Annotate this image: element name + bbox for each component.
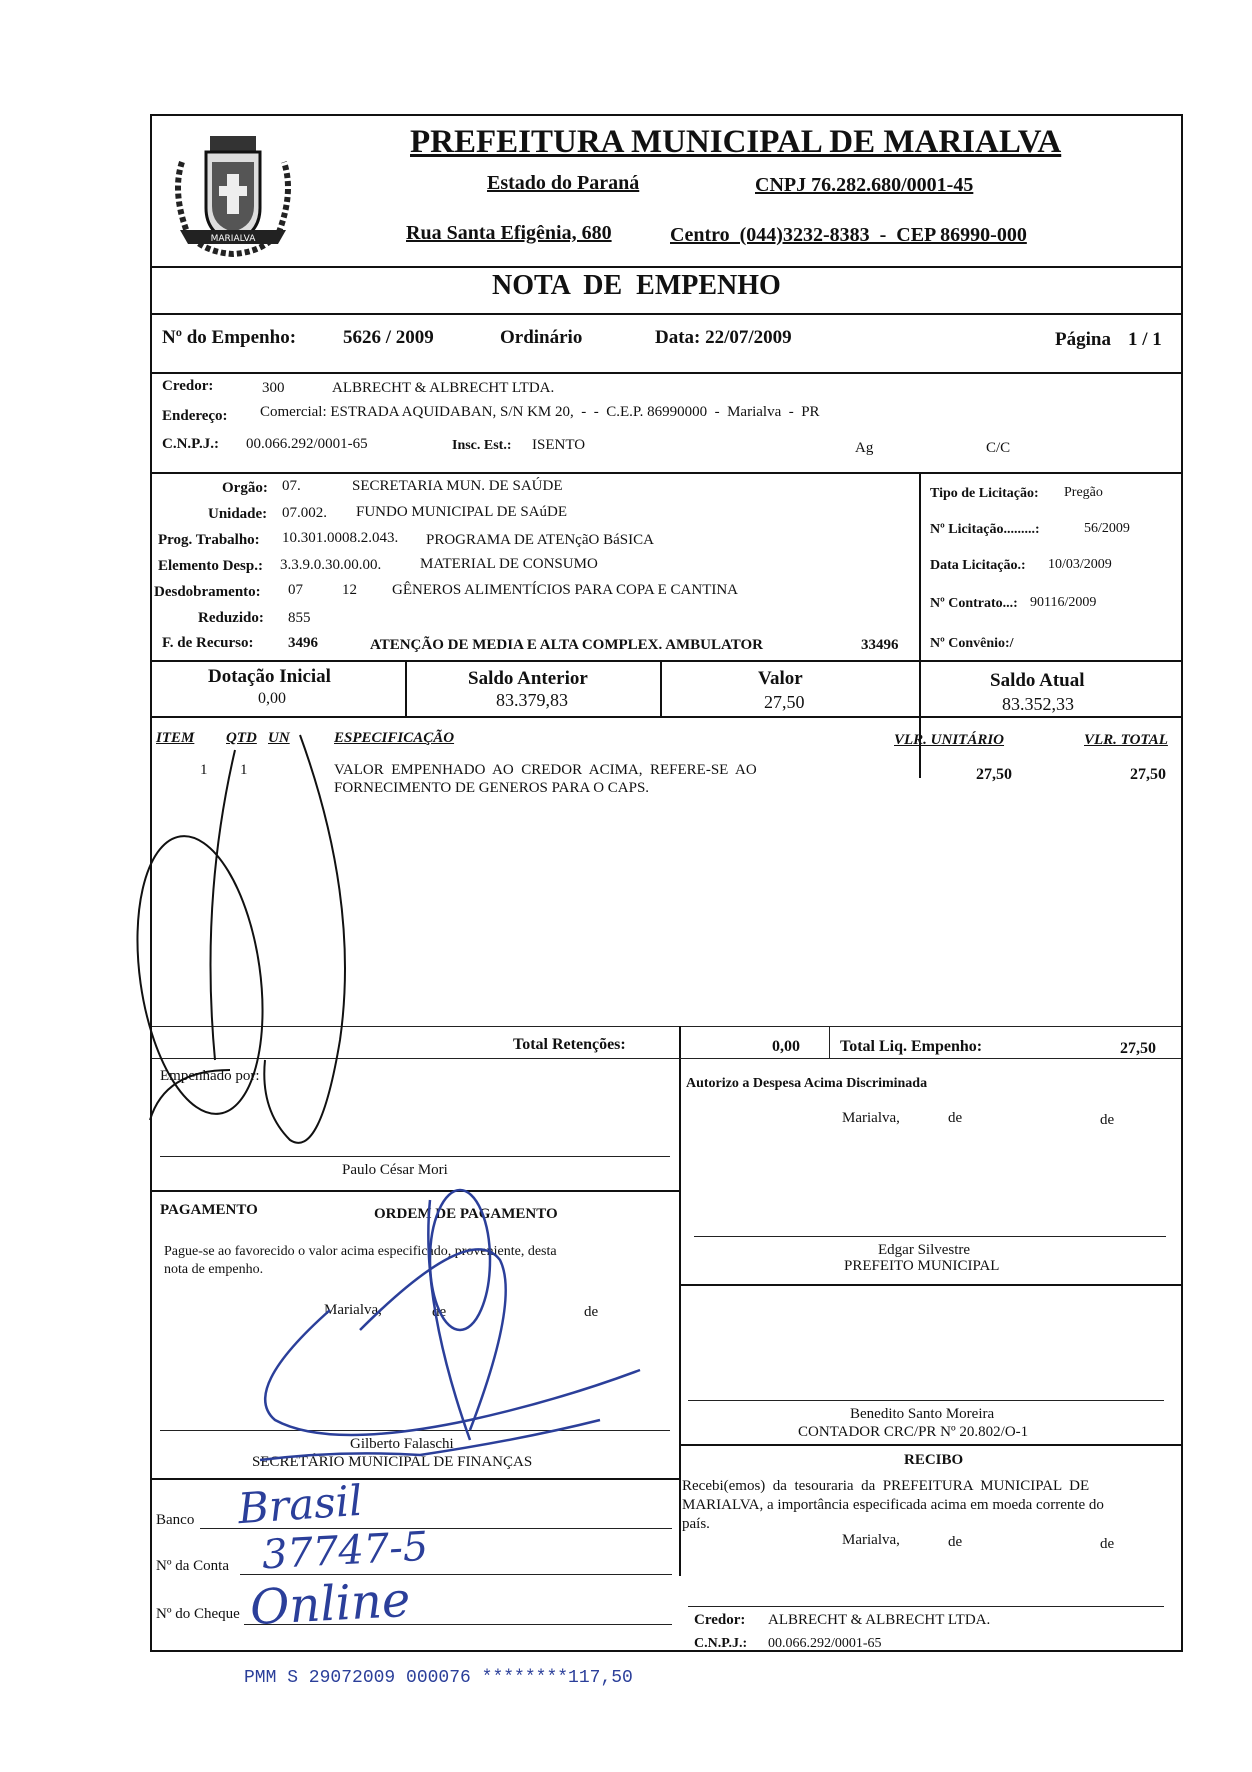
banco-handwritten: Brasil <box>236 1475 364 1534</box>
orgao-code: 07. <box>282 478 301 494</box>
pagamento-de-2: de <box>584 1304 599 1320</box>
recibo-cnpj-label: C.N.P.J.: <box>694 1636 748 1651</box>
empenhado-por-name: Paulo César Mori <box>342 1162 448 1178</box>
recibo-text-3: país. <box>682 1516 710 1532</box>
page-label: Página <box>1055 329 1111 350</box>
recibo-credor-label: Credor: <box>694 1612 746 1628</box>
empenho-number-label: Nº do Empenho: <box>162 327 297 348</box>
pagamento-text-1: Pague-se ao favorecido o valor acima especificado, proveniente, desta <box>164 1244 557 1259</box>
cnpj-header: CNPJ 76.282.680/0001-45 <box>755 174 974 196</box>
prog-trabalho-name: PROGRAMA DE ATENçãO BáSICA <box>426 532 654 548</box>
elemento-label: Elemento Desp.: <box>158 558 263 574</box>
total-retencoes-label: Total Retenções: <box>513 1036 626 1053</box>
prog-trabalho-label: Prog. Trabalho: <box>158 532 260 548</box>
licitacao-number-value: 56/2009 <box>1084 521 1130 536</box>
cheque-handwritten: Online <box>248 1571 412 1637</box>
contrato-value: 90116/2009 <box>1030 595 1097 610</box>
recibo-place: Marialva, <box>842 1532 900 1548</box>
total-retencoes-value: 0,00 <box>772 1038 800 1055</box>
saldo-anterior-value: 83.379,83 <box>496 690 568 710</box>
prefeito-signature-line <box>694 1236 1166 1237</box>
item-number: 1 <box>200 762 208 778</box>
autorizo-de-1: de <box>948 1110 963 1126</box>
licitacao-date-value: 10/03/2009 <box>1048 557 1112 572</box>
total-liquido-value: 27,50 <box>1120 1040 1156 1057</box>
saldo-atual-value: 83.352,33 <box>1002 694 1074 714</box>
recurso-number: 33496 <box>861 637 899 653</box>
svg-text:MARIALVA: MARIALVA <box>210 234 256 244</box>
credor-cnpj-label: C.N.P.J.: <box>162 436 219 452</box>
nota-de-empenho-form <box>150 114 1183 1652</box>
licitacao-number-label: Nº Licitação.........: <box>930 522 1040 537</box>
reduzido-label: Reduzido: <box>198 610 264 626</box>
desdobramento-a: 07 <box>288 582 303 598</box>
cheque-label: Nº do Cheque <box>156 1606 240 1622</box>
desdobramento-label: Desdobramento: <box>154 584 261 600</box>
col-vlr-total: VLR. TOTAL <box>1084 732 1168 748</box>
dotacao-inicial-label: Dotação Inicial <box>208 666 331 687</box>
convenio-label: Nº Convênio:/ <box>930 636 1014 651</box>
recurso-label: F. de Recurso: <box>162 635 254 651</box>
recibo-signature-line <box>688 1606 1164 1607</box>
recibo-de-2: de <box>1100 1536 1115 1552</box>
valor-value: 27,50 <box>764 692 805 712</box>
col-vlr-unitario: VLR. UNITÁRIO <box>894 732 1005 748</box>
credor-address: Comercial: ESTRADA AQUIDABAN, S/N KM 20, - - C.E.P. 86990000 - Marialva - PR <box>260 404 820 420</box>
saldo-anterior-label: Saldo Anterior <box>468 668 588 689</box>
recibo-de-1: de <box>948 1534 963 1550</box>
autorizo-de-2: de <box>1100 1112 1115 1128</box>
secretario-role: SECRETÁRIO MUNICIPAL DE FINANÇAS <box>252 1454 533 1470</box>
credor-name: ALBRECHT & ALBRECHT LTDA. <box>332 380 555 396</box>
dotacao-inicial-value: 0,00 <box>258 690 286 707</box>
elemento-code: 3.3.9.0.30.00.00. <box>280 557 382 573</box>
payment-stamp: PMM S 29072009 000076 ********117,50 <box>244 1668 633 1688</box>
contact-header: Centro (044)3232-8383 - CEP 86990-000 <box>670 224 1027 246</box>
recibo-text-2: MARIALVA, a importância especificada acima em moeda corrente do <box>682 1497 1104 1513</box>
pagamento-label: PAGAMENTO <box>160 1202 258 1218</box>
recurso-name: ATENÇÃO DE MEDIA E ALTA COMPLEX. AMBULATOR <box>370 637 763 653</box>
licitacao-date-label: Data Licitação.: <box>930 558 1026 573</box>
empenho-date: Data: 22/07/2009 <box>655 327 792 348</box>
col-un: UN <box>268 730 290 746</box>
orgao-label: Orgão: <box>222 480 268 496</box>
secretario-signature-line <box>160 1430 670 1431</box>
page-number: 1 / 1 <box>1128 329 1162 350</box>
secretario-name: Gilberto Falaschi <box>350 1436 454 1452</box>
contador-name: Benedito Santo Moreira <box>850 1406 995 1422</box>
item-qtd: 1 <box>240 762 248 778</box>
autorizo-label: Autorizo a Despesa Acima Discriminada <box>686 1076 928 1091</box>
recibo-credor-name: ALBRECHT & ALBRECHT LTDA. <box>768 1612 991 1628</box>
autorizo-place: Marialva, <box>842 1110 900 1126</box>
prefeito-role: PREFEITO MUNICIPAL <box>844 1258 1000 1274</box>
empenhado-signature-line <box>160 1156 670 1157</box>
recibo-cnpj: 00.066.292/0001-65 <box>768 1636 882 1651</box>
conta-label: Nº da Conta <box>156 1558 229 1574</box>
elemento-name: MATERIAL DE CONSUMO <box>420 556 598 572</box>
recibo-label: RECIBO <box>904 1452 964 1468</box>
reduzido-value: 855 <box>288 610 311 626</box>
item-spec-line2: FORNECIMENTO DE GENEROS PARA O CAPS. <box>334 780 650 796</box>
col-qtd: QTD <box>226 730 257 746</box>
col-especificacao: ESPECIFICAÇÃO <box>334 730 455 746</box>
tipo-licitacao-value: Pregão <box>1064 485 1103 500</box>
address-header: Rua Santa Efigênia, 680 <box>406 222 612 244</box>
desdobramento-b: 12 <box>342 582 357 598</box>
desdobramento-name: GÊNEROS ALIMENTÍCIOS PARA COPA E CANTINA <box>392 582 739 598</box>
empenhado-por-label: Empenhado por: <box>160 1068 260 1084</box>
recurso-code: 3496 <box>288 635 318 651</box>
ordem-pagamento-label: ORDEM DE PAGAMENTO <box>374 1206 558 1222</box>
credor-code: 300 <box>262 380 285 396</box>
prog-trabalho-code: 10.301.0008.2.043. <box>282 530 399 546</box>
empenho-type: Ordinário <box>500 327 583 348</box>
banco-label: Banco <box>156 1512 195 1528</box>
pagamento-de-1: de <box>432 1304 447 1320</box>
unidade-label: Unidade: <box>208 506 268 522</box>
orgao-name: SECRETARIA MUN. DE SAÚDE <box>352 478 563 494</box>
credor-cnpj: 00.066.292/0001-65 <box>246 436 368 452</box>
col-item: ITEM <box>156 730 195 746</box>
unidade-code: 07.002. <box>282 505 327 521</box>
conta-corrente-label: C/C <box>986 440 1011 456</box>
endereco-label: Endereço: <box>162 408 228 424</box>
credor-label: Credor: <box>162 378 214 394</box>
agencia-label: Ag <box>855 440 874 456</box>
item-unit-value: 27,50 <box>976 766 1012 783</box>
item-total-value: 27,50 <box>1130 766 1166 783</box>
valor-label: Valor <box>758 668 803 689</box>
prefeitura-title: PREFEITURA MUNICIPAL DE MARIALVA <box>410 124 1062 160</box>
recibo-text-1: Recebi(emos) da tesouraria da PREFEITURA MUNICIPAL DE <box>682 1478 1090 1494</box>
item-spec-line1: VALOR EMPENHADO AO CREDOR ACIMA, REFERE-SE AO <box>334 762 757 778</box>
empenho-number: 5626 / 2009 <box>343 327 434 348</box>
pagamento-place: Marialva, <box>324 1302 382 1318</box>
contrato-label: Nº Contrato...: <box>930 596 1018 611</box>
prefeito-name: Edgar Silvestre <box>878 1242 971 1258</box>
conta-handwritten: 37747-5 <box>260 1523 430 1579</box>
saldo-atual-label: Saldo Atual <box>990 670 1085 691</box>
insc-value: ISENTO <box>532 437 586 453</box>
pagamento-text-2: nota de empenho. <box>164 1262 264 1277</box>
total-liquido-label: Total Liq. Empenho: <box>840 1038 983 1055</box>
contador-signature-line <box>688 1400 1164 1401</box>
unidade-name: FUNDO MUNICIPAL DE SAúDE <box>356 504 567 520</box>
tipo-licitacao-label: Tipo de Licitação: <box>930 486 1039 501</box>
contador-role: CONTADOR CRC/PR Nº 20.802/O-1 <box>798 1424 1029 1440</box>
municipal-coat-of-arms-icon <box>162 122 304 262</box>
state-label: Estado do Paraná <box>487 172 640 194</box>
document-title: NOTA DE EMPENHO <box>492 270 781 301</box>
insc-label: Insc. Est.: <box>452 438 512 453</box>
